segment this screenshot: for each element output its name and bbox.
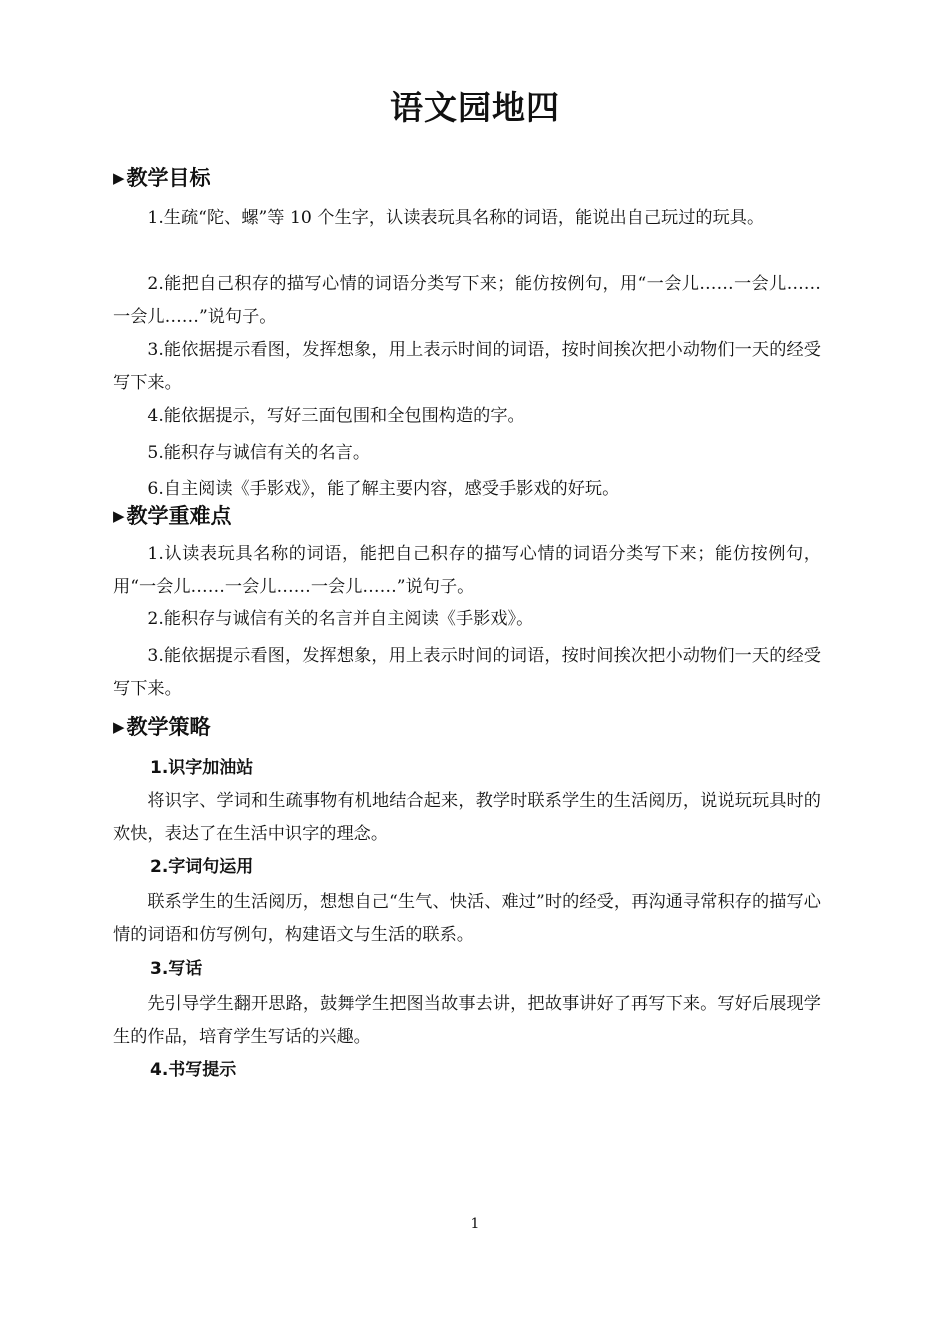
triangle-bullet-icon: ▶ [113,169,125,187]
goal-item-5: 5.能积存与诚信有关的名言。 [147,443,371,463]
strategy-subheading-4: 4.书写提示 [150,1060,237,1080]
strategy-paragraph-1: 将识字、学词和生疏事物有机地结合起来，教学时联系学生的生活阅历，说说玩玩具时的欢快，表达了在生活中识字的理念。 [113,791,821,844]
section-heading-strategy [113,712,211,742]
goal-item-3: 3.能依据提示看图，发挥想象，用上表示时间的词语，按时间挨次把小动物们一天的经受写下来。 [113,340,821,393]
strategy-paragraph-2: 联系学生的生活阅历，想想自己“生气、快活、难过”时的经受，再沟通寻常积存的描写心情的词语和仿写例句，构建语文与生活的联系。 [113,892,821,945]
key-point-item-3: 3.能依据提示看图，发挥想象，用上表示时间的词语，按时间挨次把小动物们一天的经受写下来。 [113,646,821,699]
triangle-bullet-icon: ▶ [113,718,125,736]
section-heading-key-points [113,501,232,531]
triangle-bullet-icon: ▶ [113,507,125,525]
section-heading-label: 教学策略 [126,715,211,739]
goal-item-2: 2.能把自己积存的描写心情的词语分类写下来；能仿按例句，用“一会儿……一会儿……一会儿……”说句子。 [113,274,821,327]
strategy-paragraph-3: 先引导学生翻开思路，鼓舞学生把图当故事去讲，把故事讲好了再写下来。写好后展现学生的作品，培育学生写话的兴趣。 [113,994,821,1047]
section-heading-goals [113,163,211,193]
section-heading-label: 教学目标 [126,166,211,190]
strategy-subheading-3: 3.写话 [150,959,203,979]
page-title: 语文园地四 [390,88,560,127]
page-number: 1 [470,1216,480,1232]
key-point-item-1: 1.认读表玩具名称的词语，能把自己积存的描写心情的词语分类写下来；能仿按例句，用“一会儿……一会儿……一会儿……”说句子。 [113,544,821,597]
goal-item-1: 1.生疏“陀、螺”等 10 个生字，认读表玩具名称的词语，能说出自己玩过的玩具。 [147,208,765,228]
goal-item-6: 6.自主阅读《手影戏》，能了解主要内容，感受手影戏的好玩。 [147,479,620,499]
strategy-subheading-1: 1.识字加油站 [150,758,254,778]
strategy-subheading-2: 2.字词句运用 [150,857,254,877]
goal-item-4: 4.能依据提示，写好三面包围和全包围构造的字。 [147,406,525,426]
key-point-item-2: 2.能积存与诚信有关的名言并自主阅读《手影戏》。 [147,609,534,629]
section-heading-label: 教学重难点 [126,504,232,528]
